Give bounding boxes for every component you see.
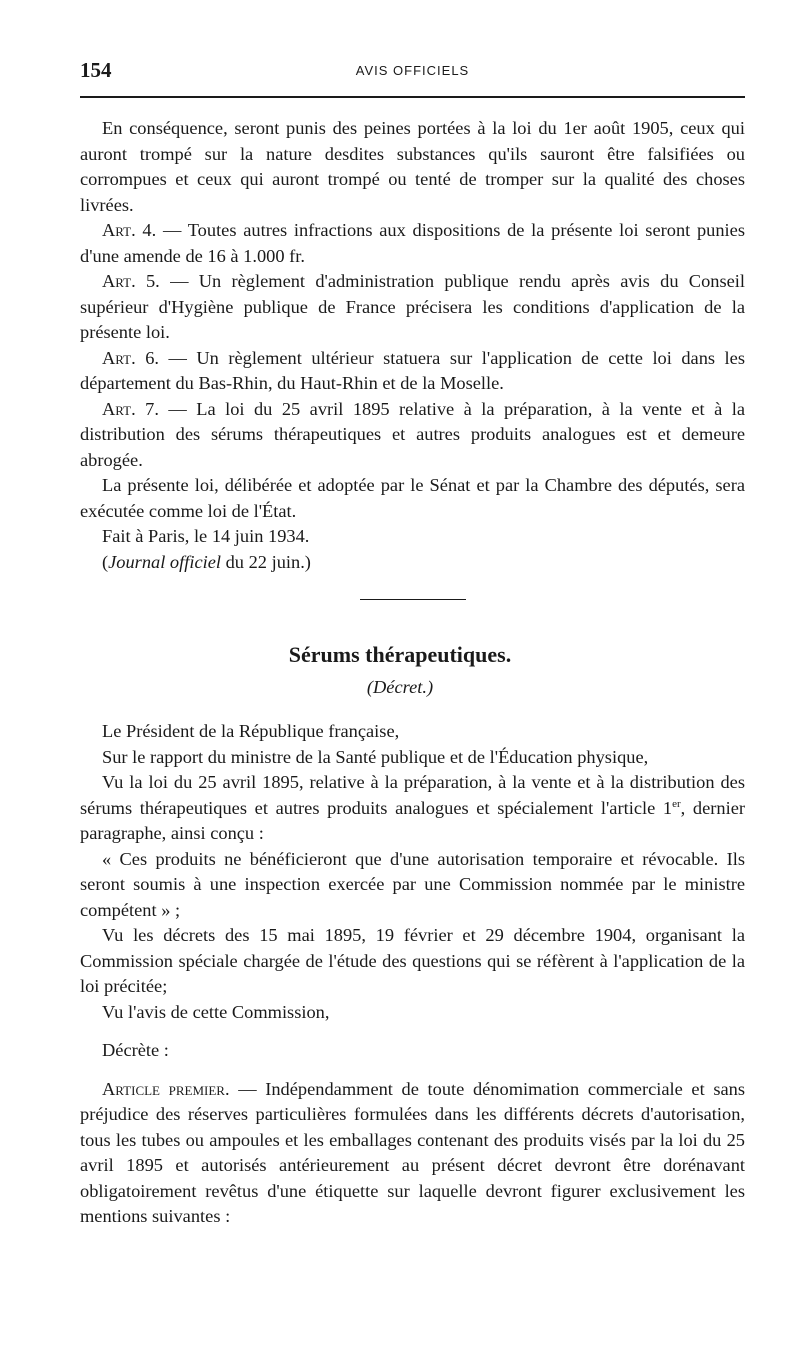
- law-text-block: [80, 116, 745, 575]
- journal-name: Journal officiel: [108, 551, 222, 572]
- decree-quote: « Ces produits ne bénéficieront que d'une autorisation temporaire et révocable. Ils seront soumis à une inspection exercée par une Commission nommée par le ministre compétent » ;: [80, 848, 745, 920]
- law-article-7: Art. 7. — La loi du 25 avril 1895 relative à la préparation, à la vente et à la distribution des sérums thérapeutiques et autres produits analogues est et demeure abrogée.: [80, 398, 746, 470]
- decree-report: Sur le rapport du ministre de la Santé publique et de l'Éducation physique,: [102, 746, 649, 767]
- law-article-5: Art. 5. — Un règlement d'administration publique rendu après avis du Conseil supérieur d'Hygiène publique de France précisera les conditions d'application de la présente loi.: [80, 271, 745, 342]
- decree-vu-loi: Vu la loi du 25 avril 1895, relative à la préparation, à la vente et à la distribution des sérums thérapeutiques et autres produits analogues et spécialement l'article 1er, dernier paragraphe, ainsi conçu :: [80, 772, 745, 843]
- section-subtitle: (Décret.): [366, 677, 434, 697]
- law-article-4: Art. 4. — Toutes autres infractions aux dispositions de la présente loi seront punies d'une amende de 16 à 1.000 fr.: [80, 220, 745, 266]
- decree-vu-decrets: Vu les décrets des 15 mai 1895, 19 février et 29 décembre 1904, organisant la Commission spéciale chargée de l'étude des questions qui se réfèrent à l'application de la loi précitée;: [80, 925, 745, 996]
- article-label: Art. 4.: [102, 220, 157, 240]
- law-signed: Fait à Paris, le 14 juin 1934.: [102, 526, 310, 546]
- law-article-6: Art. 6. — Un règlement ultérieur statuera sur l'application de cette loi dans les département du Bas-Rhin, du Haut-Rhin et de la Moselle.: [80, 347, 745, 393]
- decree-decrete: Décrète :: [102, 1040, 169, 1060]
- law-paragraph-consequence: En conséquence, seront punis des peines portées à la loi du 1er août 1905, ceux qui auront trompé sur la nature desdites substances qu'ils sauront être falsifiées ou corrompues et ceux qui auront trompé ou tenté de tromper sur la qualité des choses livrées.: [80, 118, 745, 215]
- decree-vu-avis: Vu l'avis de cette Commission,: [102, 1001, 330, 1022]
- section-separator: [360, 599, 466, 600]
- decree-text-block: [80, 719, 745, 1230]
- decree-article-1: Article premier. — Indépendamment de toute dénomimation commerciale et sans préjudice des réserves particulières formulées dans les différents décrets d'autorisation, tous les tubes ou ampoules et les emballages contenant des produits visés par la loi du 25 avril 1895 et autorisés antérieurement au présent décret devront être dorénavant obligatoirement revêtus d'une étiquette sur laquelle devront figurer exclusivement les mentions suivantes :: [80, 1078, 745, 1226]
- law-adoption: La présente loi, délibérée et adoptée par le Sénat et par la Chambre des députés, sera exécutée comme loi de l'État.: [80, 475, 745, 521]
- law-source: (Journal officiel du 22 juin.): [102, 551, 311, 572]
- page-number: 154: [80, 58, 112, 82]
- section-title: Sérums thérapeutiques.: [288, 642, 512, 667]
- article-label: Art. 6.: [102, 347, 159, 368]
- decree-president: Le Président de la République française,: [102, 721, 400, 741]
- article-label: Art. 5.: [102, 271, 160, 291]
- page-header: [80, 58, 745, 88]
- header-rule: [80, 96, 745, 98]
- running-head: AVIS OFFICIELS: [355, 63, 470, 78]
- article-label: Art. 7.: [102, 398, 159, 419]
- article-label: Article premier.: [102, 1078, 230, 1099]
